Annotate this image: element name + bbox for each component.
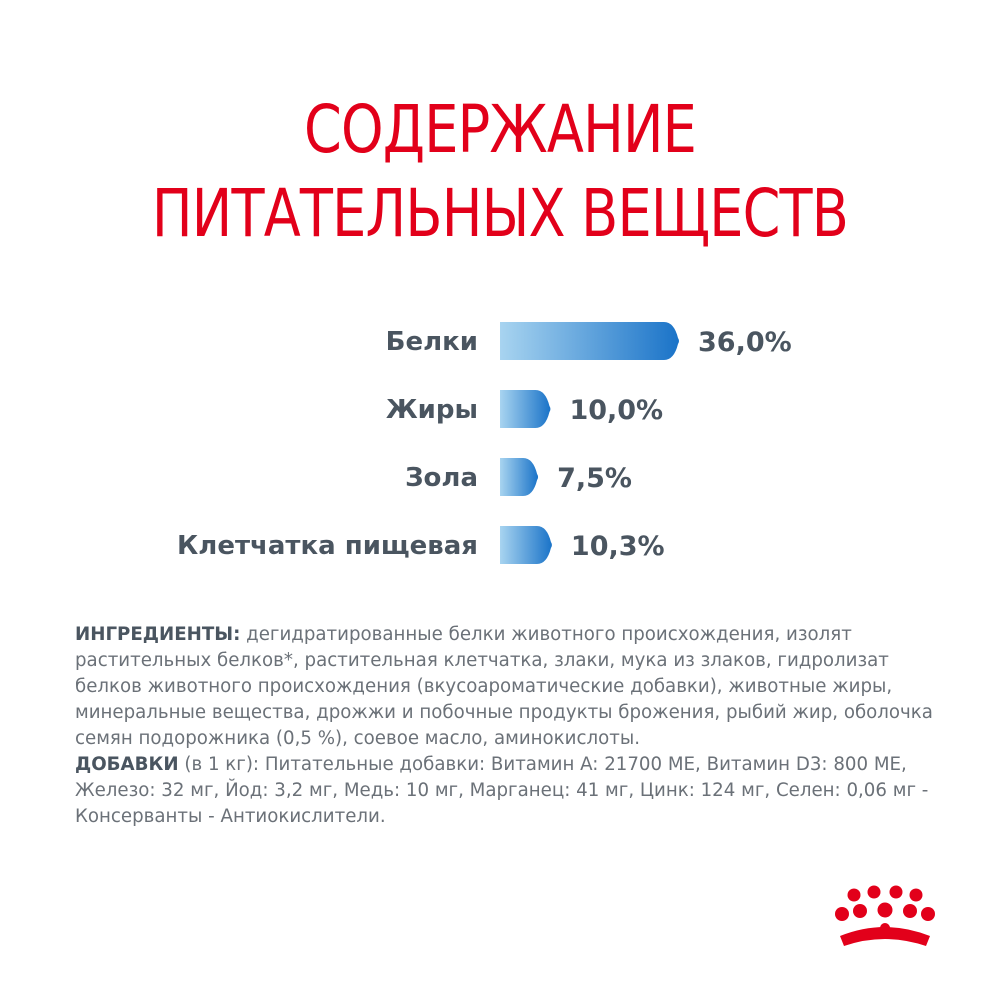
value-label: 10,0% (569, 395, 664, 426)
ingredients-heading: ИНГРЕДИЕНТЫ: (75, 624, 241, 645)
category-label: Клетчатка пищевая (177, 531, 478, 561)
category-label: Зола (405, 463, 478, 493)
bar (500, 322, 679, 360)
additives-heading: ДОБАВКИ (75, 754, 179, 775)
additives-text: (в 1 кг): Питательные добавки: Витамин A: 21700 ME, Витамин D3: 800 ME, Железо: 32 мг, Йод: 3,2 мг, Медь: 10 мг, Марганец: 41 мг, Цинк: 124 мг, Селен: 0,06 мг - Консерванты - Антиокислители. (75, 754, 929, 827)
nutrient-bar-chart (0, 300, 1000, 590)
value-label: 7,5% (557, 463, 632, 494)
ingredients-paragraph (75, 622, 935, 752)
bar (500, 458, 538, 496)
category-label: Белки (385, 327, 478, 357)
ingredients-text: дегидратированные белки животного происхождения, изолят растительных белков*, растительная клетчатка, злаки, мука из злаков, гидролизат белков животного происхождения (вкусоароматические добавки), животные жиры, минеральные вещества, дрожжи и побочные продукты брожения, рыбий жир, оболочка семян подорожника (0,5 %), соевое масло, аминокислоты. (75, 624, 933, 749)
title-line-2: ПИТАТЕЛЬНЫХ ВЕЩЕСТВ (151, 175, 849, 252)
page-title (90, 88, 910, 256)
ingredients-block (75, 622, 935, 830)
title-line-1: СОДЕРЖАНИЕ (303, 91, 696, 168)
bar (500, 390, 550, 428)
value-label: 10,3% (570, 531, 665, 562)
value-label: 36,0% (698, 327, 792, 358)
crown-icon (832, 884, 938, 956)
category-label: Жиры (385, 395, 478, 425)
additives-paragraph (75, 752, 935, 830)
bar (500, 526, 552, 564)
